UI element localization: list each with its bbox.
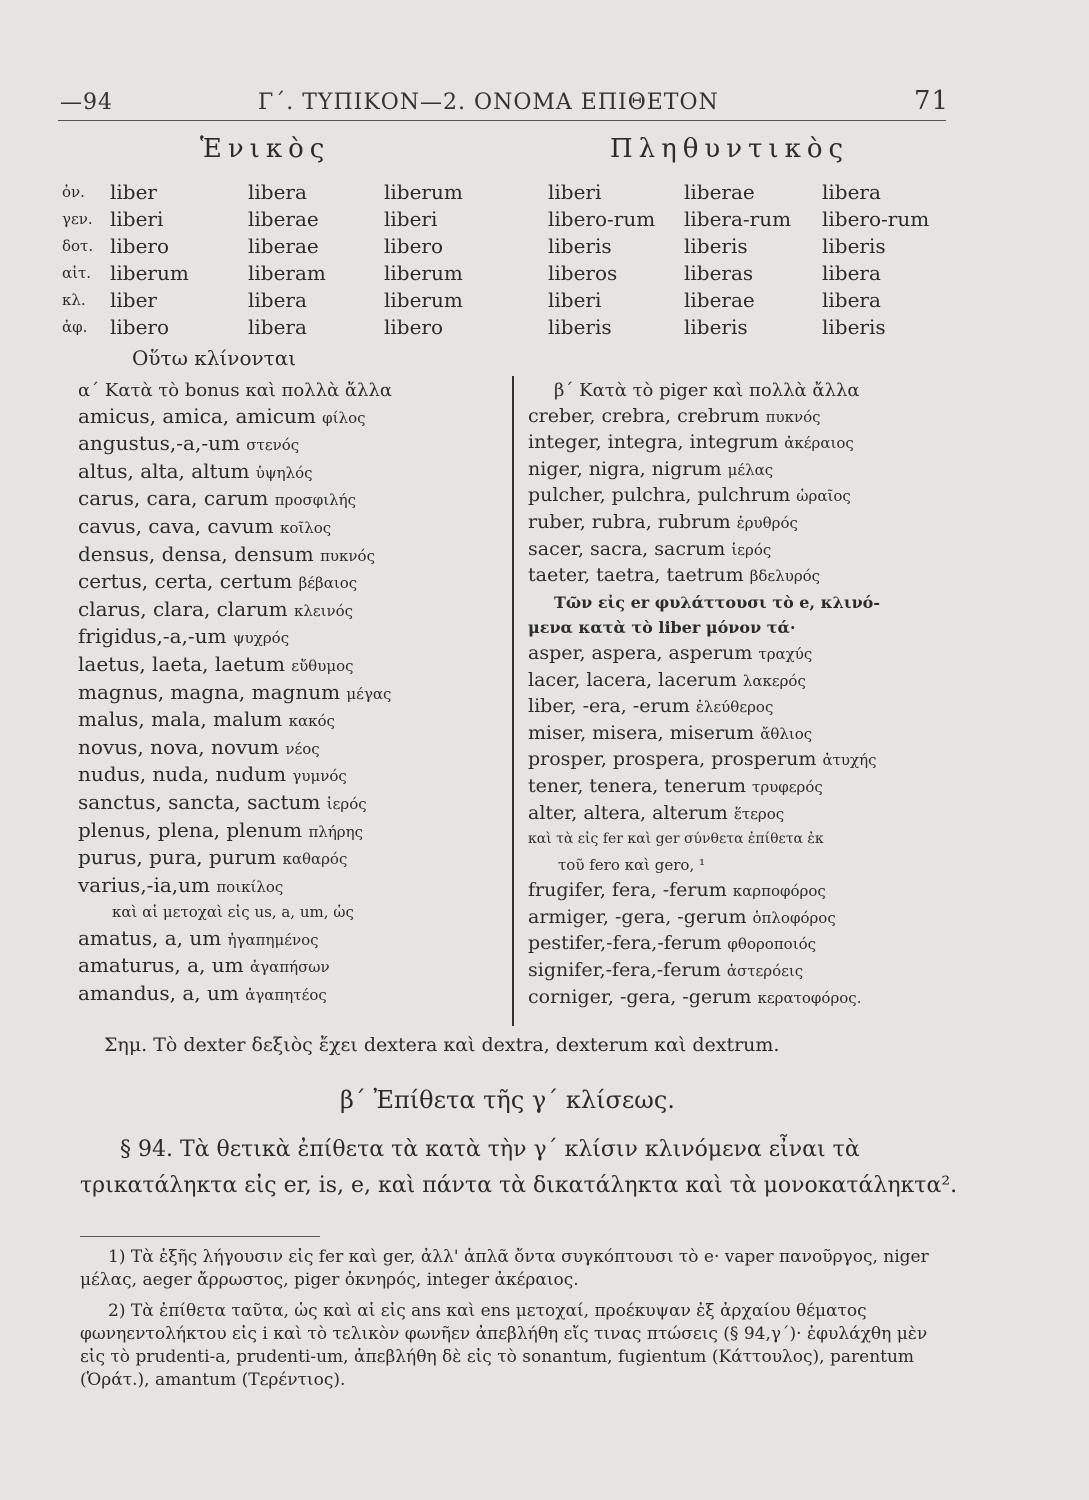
cell: liberis [684,234,748,258]
list-item [78,624,392,652]
greek-gloss: ὁπλοφόρος [752,908,836,927]
greek-gloss: φίλος [322,408,366,427]
latin-forms: tener, tenera, tenerum [528,774,746,797]
latin-forms: amaturus, a, um [78,953,244,978]
cell: liberum [110,261,189,285]
right-adjective-list [528,378,880,1011]
singular-heading: Ἑνικὸς [200,134,331,164]
cell: liberos [548,261,618,285]
subhead-line-1: Τῶν εἰς er φυλάττουσι τὸ e, κλινό- [554,592,880,612]
latin-forms: certus, certa, certum [78,569,293,594]
greek-gloss: ἀγαπητέος [245,986,327,1005]
latin-forms: corniger, -gera, -gerum [528,985,752,1008]
cell: liber [110,288,157,312]
latin-forms: amatus, a, um [78,925,222,950]
latin-forms: carus, cara, carum [78,486,269,511]
compound-note-1: καὶ τὰ εἰς fer καὶ ger σύνθετα ἐπίθετα ἐκ [528,831,824,848]
list-item [528,641,880,668]
list-item [528,430,880,457]
list-item [78,707,392,735]
declension-row [0,287,1089,314]
latin-forms: taeter, taetra, taetrum [528,564,744,587]
left-list-heading: α΄ Κατὰ τὸ bonus καὶ πολλὰ ἄλλα [78,380,393,401]
greek-gloss: λακερός [742,671,806,690]
cell: liberae [684,180,755,204]
list-item [528,905,880,932]
list-item [78,873,392,901]
plural-heading: Πληθυντικὸς [610,134,850,164]
greek-gloss: νέος [285,739,320,758]
list-item [528,774,880,801]
cell: liberum [384,261,463,285]
greek-gloss: ἱερός [326,794,367,813]
greek-gloss: ἄθλιος [760,724,813,743]
greek-gloss: τραχύς [758,644,813,663]
latin-forms: integer, integra, integrum [528,431,779,454]
declension-row [0,206,1089,233]
latin-forms: frugifer, fera, -ferum [528,879,727,902]
latin-forms: ruber, rubra, rubrum [528,510,731,533]
list-item [528,483,880,510]
footnote-1: 1) Τὰ ἑξῆς λήγουσιν εἰς fer καὶ ger, ἀλλ' ἁπλᾶ ὄντα συγκόπτουσι τὸ e· vaper πανοῦργος, niger μέλας, aeger ἄρρωστος, piger ὀκνηρός, integer ἀκέραιος. [80,1247,929,1290]
cell: libero [384,315,444,339]
latin-forms: nudus, nuda, nudum [78,762,287,787]
list-item [78,818,392,846]
cell: libera [822,288,881,312]
list-item [528,931,880,958]
greek-gloss: μέλας [727,460,774,479]
latin-forms: amandus, a, um [78,981,239,1006]
greek-gloss: ἕτερος [733,804,785,823]
cell: liberis [822,234,886,258]
latin-forms: cavus, cava, cavum [78,513,274,538]
list-item [78,845,392,873]
greek-gloss: εὔθυμος [291,656,354,675]
greek-gloss: μέγας [346,684,392,703]
greek-gloss: βέβαιος [298,574,358,593]
header-title: Γ΄. ΤΥΠΙΚΟΝ—2. ΟΝΟΜΑ ΕΠΙΘΕΤΟΝ [258,90,719,115]
cell: liberis [548,315,612,339]
footnote-2: 2) Τὰ ἐπίθετα ταῦτα, ὡς καὶ αἱ εἰς ans καὶ ens μετοχαί, προέκυψαν ἐξ ἀρχαίου θέματος φωνηεντολήκτου εἰς i καὶ τὸ τελικὸν φωνῆεν ἀπεβλήθη εἴς τινας πτώσεις (§ 94,γ΄)· ἐφυλάχθη μὲν εἰς τὸ prudenti-a, prudenti-um, ἀπεβλήθη δὲ εἰς τὸ sonantum, fugientum (Κάττουλος), parentum (Ὁράτ.), amantum (Τερέντιος). [80,1301,928,1390]
section-title: β΄ Ἐπίθετα τῆς γ΄ κλίσεως. [340,1086,675,1114]
cell: libera [248,180,307,204]
list-item [78,486,392,514]
greek-gloss: ἱερός [731,540,772,559]
latin-forms: creber, crebra, crebrum [528,404,760,427]
greek-gloss: φθοροποιός [727,935,817,954]
list-item [78,981,392,1009]
cell: libero [384,234,444,258]
greek-gloss: ἀκέραιος [784,434,854,453]
cell: liberi [110,207,164,231]
greek-gloss: κακός [288,712,335,731]
latin-forms: laetus, laeta, laetum [78,651,285,676]
list-item [78,569,392,597]
case-label: ὀν. [62,183,85,201]
list-item [78,735,392,763]
greek-gloss: πυκνός [320,546,375,565]
greek-gloss: ἠγαπημένος [227,930,319,949]
cell: libero-rum [822,207,930,231]
list-item [78,953,392,981]
greek-gloss: ἀτυχής [822,751,877,770]
list-item [528,721,880,748]
cell: libero [110,234,170,258]
latin-forms: niger, nigra, nigrum [528,457,722,480]
list-item [78,680,392,708]
page-number: 71 [914,86,950,116]
cell: liberi [548,180,602,204]
list-item [78,431,392,459]
column-divider [512,376,514,1026]
greek-gloss: πυκνός [765,407,821,426]
cell: liberae [248,234,319,258]
greek-gloss: καθαρός [282,850,348,869]
declension-row [0,260,1089,287]
cell: libera [248,315,307,339]
list-item [78,459,392,487]
latin-forms: densus, densa, densum [78,541,314,566]
latin-forms: clarus, clara, clarum [78,596,288,621]
greek-gloss: στενός [246,436,300,455]
greek-gloss: ποικίλος [216,877,284,896]
case-label: δοτ. [62,237,94,255]
cell: libero [110,315,170,339]
list-item [528,747,880,774]
greek-gloss: κερατοφόρος. [757,988,862,1007]
latin-forms: frigidus,-a,-um [78,624,227,649]
latin-forms: armiger, -gera, -gerum [528,905,747,928]
latin-forms: malus, mala, malum [78,707,283,732]
latin-forms: asper, aspera, asperum [528,641,753,664]
latin-forms: sacer, sacra, sacrum [528,537,726,560]
cell: liberas [684,261,754,285]
list-item [78,652,392,680]
list-item [528,510,880,537]
list-item [78,514,392,542]
header-left-number: —94 [60,90,113,115]
list-item [78,542,392,570]
latin-forms: sanctus, sancta, sactum [78,789,321,814]
list-item [528,404,880,431]
latin-forms: plenus, plena, plenum [78,817,303,842]
case-label: ἀφ. [62,318,88,336]
list-item [528,878,880,905]
section-paragraph: § 94. Τὰ θετικὰ ἐπίθετα τὰ κατὰ τὴν γ΄ κλίσιν κλινόμενα εἶναι τὰ τρικατάληκτα εἰς er, is, e, καὶ πάντα τὰ δικατάληκτα καὶ τὰ μονοκατάληκτα². [80,1137,958,1198]
left-adjective-list [78,378,392,1009]
header-rule [58,120,946,121]
cell: liberum [384,180,463,204]
latin-forms: pulcher, pulchra, pulchrum [528,484,791,507]
cell: libera-rum [684,207,792,231]
cell: liber [110,180,157,204]
cell: liberae [248,207,319,231]
dexter-note: Σημ. Τὸ dexter δεξιὸς ἔχει dextera καὶ dextra, dexterum καὶ dextrum. [104,1034,780,1056]
latin-forms: alter, altera, alterum [528,801,728,824]
list-item [78,762,392,790]
greek-gloss: ἀστερόεις [726,962,804,981]
latin-forms: purus, pura, purum [78,845,277,870]
compound-note-2: τοῦ fero καὶ gero, ¹ [558,855,705,874]
greek-gloss: ὑψηλός [255,463,313,482]
greek-gloss: ψυχρός [232,629,290,648]
greek-gloss: ἐλεύθερος [695,698,774,717]
cell: liberae [684,288,755,312]
cell: libera [822,261,881,285]
latin-forms: liber, -era, -erum [528,695,690,718]
case-label: κλ. [62,291,86,309]
cell: liberis [548,234,612,258]
right-list-heading: β΄ Κατὰ τὸ piger καὶ πολλὰ ἄλλα [554,380,860,401]
declined-like-note: Οὕτω κλίνονται [132,346,297,370]
list-item [528,537,880,564]
list-item [528,563,880,590]
greek-gloss: ὡραῖος [796,487,851,506]
list-item [78,926,392,954]
greek-gloss: πλήρης [308,822,364,841]
list-item [528,668,880,695]
latin-forms: magnus, magna, magnum [78,679,341,704]
greek-gloss: ἐρυθρός [736,513,798,532]
latin-forms: altus, alta, altum [78,458,250,483]
latin-forms: novus, nova, novum [78,734,280,759]
list-item [528,694,880,721]
participles-note: καὶ αἱ μετοχαὶ εἰς us, a, um, ὡς [112,903,354,922]
list-item [528,985,880,1012]
greek-gloss: τρυφερός [752,777,823,796]
greek-gloss: κλεινός [293,601,354,620]
list-item [78,790,392,818]
declension-row [0,179,1089,206]
latin-forms: angustus,-a,-um [78,431,240,456]
declension-row [0,314,1089,341]
cell: libera [822,180,881,204]
latin-forms: lacer, lacera, lacerum [528,668,737,691]
latin-forms: signifer,-fera,-ferum [528,959,721,982]
greek-gloss: κοῖλος [279,518,332,537]
latin-forms: amicus, amica, amicum [78,403,316,428]
greek-gloss: γυμνός [292,767,347,786]
case-label: αἰτ. [62,264,92,282]
latin-forms: varius,-ia,um [78,872,210,897]
subhead-line-2: μενα κατὰ τὸ liber μόνον τά· [528,618,796,638]
list-item [78,404,392,432]
greek-gloss: ἀγαπήσων [250,958,330,977]
latin-forms: miser, misera, miserum [528,721,755,744]
list-item [78,597,392,625]
latin-forms: pestifer,-fera,-ferum [528,932,722,955]
cell: liberi [548,288,602,312]
latin-forms: prosper, prospera, prosperum [528,748,817,771]
cell: liberum [384,288,463,312]
footnote-rule [80,1236,320,1237]
list-item [528,958,880,985]
declension-row [0,233,1089,260]
cell: libera [248,288,307,312]
list-item [528,457,880,484]
cell: liberam [248,261,326,285]
greek-gloss: καρποφόρος [732,882,826,901]
cell: liberi [384,207,438,231]
list-item [528,801,880,828]
cell: liberis [684,315,748,339]
cell: libero-rum [548,207,656,231]
cell: liberis [822,315,886,339]
case-label: γεν. [62,210,93,228]
greek-gloss: βδελυρός [749,567,821,586]
greek-gloss: προσφιλής [274,491,356,510]
